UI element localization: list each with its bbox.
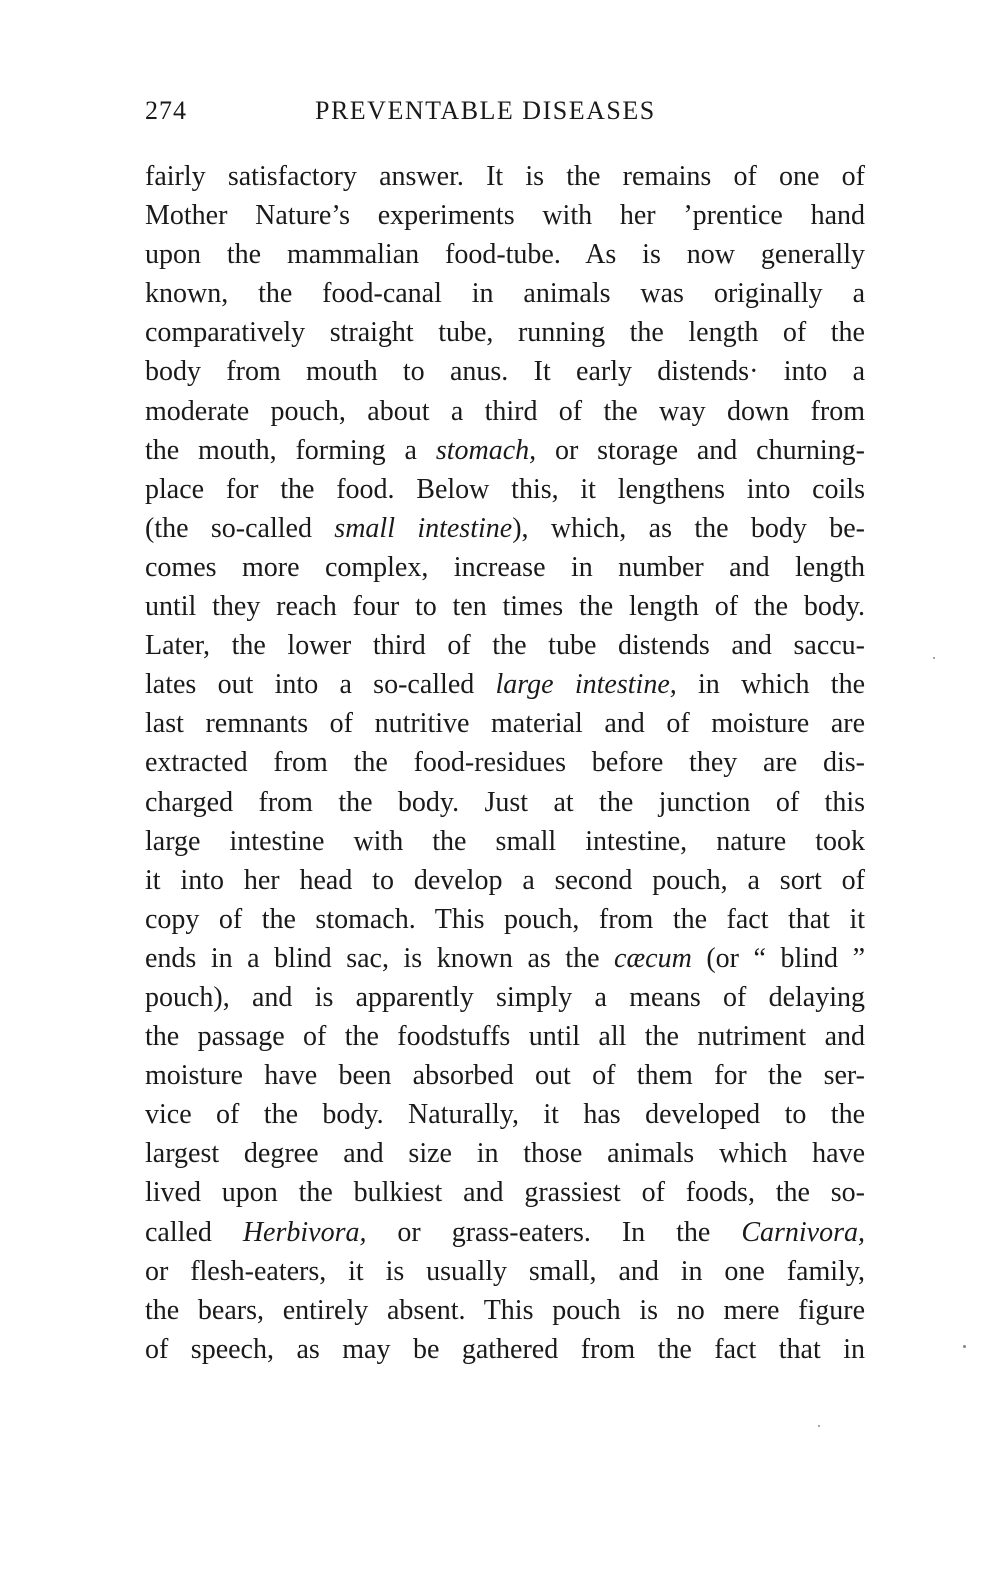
text-line: [145, 235, 865, 274]
text-line: [145, 783, 865, 822]
text-line: [145, 978, 865, 1017]
text-line: [145, 1213, 865, 1252]
text-run: Later, the lower third of the tube distends and saccu-: [145, 630, 865, 662]
text-run: comparatively straight tube, running the length of the: [145, 317, 865, 349]
text-run: known, the food-canal in animals was originally a: [145, 278, 865, 310]
text-line: [145, 470, 865, 509]
margin-speck: [963, 1345, 966, 1348]
text-line: [145, 1017, 865, 1056]
text-run: ends in a blind sac, is known as the: [145, 942, 615, 974]
italic-term: stomach,: [435, 434, 537, 466]
margin-speck: [933, 657, 935, 659]
text-line: [145, 900, 865, 939]
text-run: (or “ blind ”: [691, 942, 865, 974]
text-run: until they reach four to ten times the length of the body.: [145, 591, 865, 623]
text-line: [145, 1056, 865, 1095]
text-run: pouch), and is apparently simply a means of delaying: [145, 981, 865, 1013]
text-run: lived upon the bulkiest and grassiest of foods, the so-: [145, 1177, 865, 1209]
text-line: [145, 1330, 865, 1369]
text-line: [145, 665, 865, 704]
text-run: fairly satisfactory answer. It is the remains of one of: [145, 161, 865, 192]
text-line: [145, 352, 865, 391]
italic-term: cæcum: [614, 942, 692, 974]
text-run: the mouth, forming a: [145, 434, 436, 466]
text-run: or storage and churning-: [536, 434, 865, 466]
text-run: Mother Nature’s experiments with her ’prentice hand: [145, 200, 865, 232]
text-run: upon the mammalian food-tube. As is now generally: [145, 239, 865, 271]
text-run: copy of the stomach. This pouch, from the fact that it: [145, 903, 865, 935]
text-line: [145, 822, 865, 861]
text-line: [145, 313, 865, 352]
text-line: [145, 743, 865, 782]
text-line: [145, 939, 865, 978]
running-header: [145, 96, 865, 140]
text-line: [145, 274, 865, 313]
text-run: place for the food. Below this, it lengthens into coils: [145, 473, 865, 505]
text-line: [145, 1252, 865, 1291]
text-run: the bears, entirely absent. This pouch is no mere figure: [145, 1294, 865, 1326]
text-line: [145, 1134, 865, 1173]
text-line: [145, 196, 865, 235]
italic-term: Herbivora,: [242, 1216, 367, 1248]
text-line: [145, 548, 865, 587]
text-run: or grass-eaters. In the: [366, 1216, 742, 1248]
text-run: lates out into a so-called: [145, 669, 496, 701]
text-line: [145, 157, 865, 196]
text-line: [145, 431, 865, 470]
italic-term: small intestine: [334, 512, 513, 544]
italic-term: Carnivora,: [741, 1216, 865, 1248]
margin-speck: [818, 1425, 820, 1427]
text-run: called: [145, 1216, 243, 1248]
text-run: body from mouth to anus. It early distends· into a: [145, 356, 865, 388]
text-line: [145, 704, 865, 743]
text-run: extracted from the food-residues before they are dis-: [145, 747, 865, 779]
text-run: large intestine with the small intestine, nature took: [145, 825, 865, 857]
text-line: [145, 587, 865, 626]
text-line: [145, 1173, 865, 1212]
text-run: it into her head to develop a second pouch, a sort of: [145, 864, 865, 896]
text-run: of speech, as may be gathered from the fact that in: [145, 1333, 865, 1365]
text-line: [145, 861, 865, 900]
body-text: [145, 157, 865, 1369]
text-run: in which the: [676, 669, 865, 701]
text-run: ), which, as the body be-: [512, 512, 865, 544]
text-run: or flesh-eaters, it is usually small, and in one family,: [145, 1255, 865, 1287]
text-line: [145, 392, 865, 431]
text-line: [145, 1291, 865, 1330]
text-run: (the so-called: [145, 512, 335, 544]
text-run: moisture have been absorbed out of them for the ser-: [145, 1060, 865, 1092]
text-run: largest degree and size in those animals which have: [145, 1138, 865, 1170]
text-line: [145, 1095, 865, 1134]
text-run: charged from the body. Just at the junction of this: [145, 786, 865, 818]
text-run: comes more complex, increase in number and length: [145, 551, 865, 583]
text-run: vice of the body. Naturally, it has developed to the: [145, 1099, 865, 1131]
text-line: [145, 509, 865, 548]
text-run: last remnants of nutritive material and of moisture are: [145, 708, 865, 740]
running-title: PREVENTABLE DISEASES: [315, 96, 656, 125]
text-run: the passage of the foodstuffs until all the nutriment and: [145, 1021, 865, 1053]
text-run: moderate pouch, about a third of the way down from: [145, 395, 865, 427]
text-line: [145, 626, 865, 665]
page-number: 274: [145, 96, 187, 125]
italic-term: large intestine,: [495, 669, 677, 701]
